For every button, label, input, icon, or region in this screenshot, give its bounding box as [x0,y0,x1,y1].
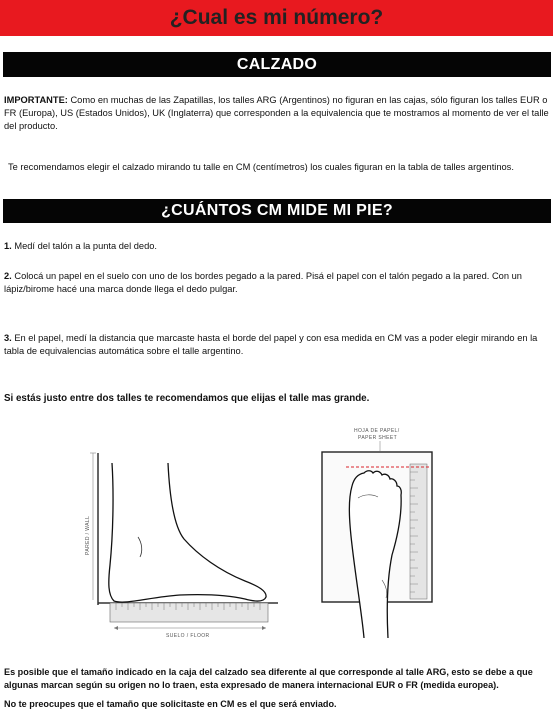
step-2-text: Colocá un papel en el suelo con uno de los bordes pegado a la pared. Pisá el papel con el talón pegado a la pared. Con un lápiz/birome hacé una marca donde llega el dedo pulgar. [4,271,522,295]
paper-label-line-1: HOJA DE PAPEL/ [354,428,400,434]
step-3 [4,332,550,358]
foot-side-view [109,463,266,602]
step-3-number: 3. [4,333,12,343]
important-note [4,94,550,134]
step-2-number: 2. [4,271,12,281]
paper-label-line-2: PAPER SHEET [358,435,398,441]
step-2 [4,270,550,296]
paper-ruler [410,464,427,599]
wall-label: PARED / WALL [85,515,91,555]
page-title: ¿Cual es mi número? [169,6,384,29]
footer-closing: No te preocupes que el tamaño que solicitaste en CM es el que será enviado. [4,699,337,709]
step-3-text: En el papel, medí la distancia que marcaste hasta el borde del papel y con esa medida en CM vas a poder elegir mirando en la tabla de equivalencias automática sobre el talle argentino. [4,333,538,357]
paper-sheet-illustration [312,420,452,645]
step-1-number: 1. [4,241,12,251]
footer-paragraph: Es posible que el tamaño indicado en la caja del calzado sea diferente al que corresponde al talle ARG, esto se debe a que algunas marcan según su origen no lo traen, esta expresado de manera internacional EUR o FR (medida europea). [4,667,533,691]
important-text: Como en muchas de las Zapatillas, los talles ARG (Argentinos) no figuran en las cajas, sólo figuran los talles EUR o FR (Europa), US (Estados Unidos), UK (Inglaterra) que corresponden a la equivalencia que te mostramos al momento de ver el talle del producto. [4,95,549,132]
foot-wall-illustration [80,445,280,640]
medida-heading-bar [3,199,551,223]
step-1 [4,240,550,253]
tip-text: Si estás justo entre dos talles te recomendamos que elijas el talle mas grande. [4,393,370,404]
page-title-banner [0,0,553,36]
calzado-heading-bar [3,52,551,77]
floor-label: SUELO / FLOOR [166,633,210,639]
calzado-heading: CALZADO [236,55,318,73]
medida-heading: ¿CUÁNTOS CM MIDE MI PIE? [161,202,393,219]
recommend-text: Te recomendamos elegir el calzado mirando tu talle en CM (centímetros) los cuales figuran en la tabla de talles argentinos. [8,162,514,172]
ruler [110,603,268,622]
step-1-text: Medí del talón a la punta del dedo. [11,241,158,251]
important-label: IMPORTANTE: [4,95,68,105]
